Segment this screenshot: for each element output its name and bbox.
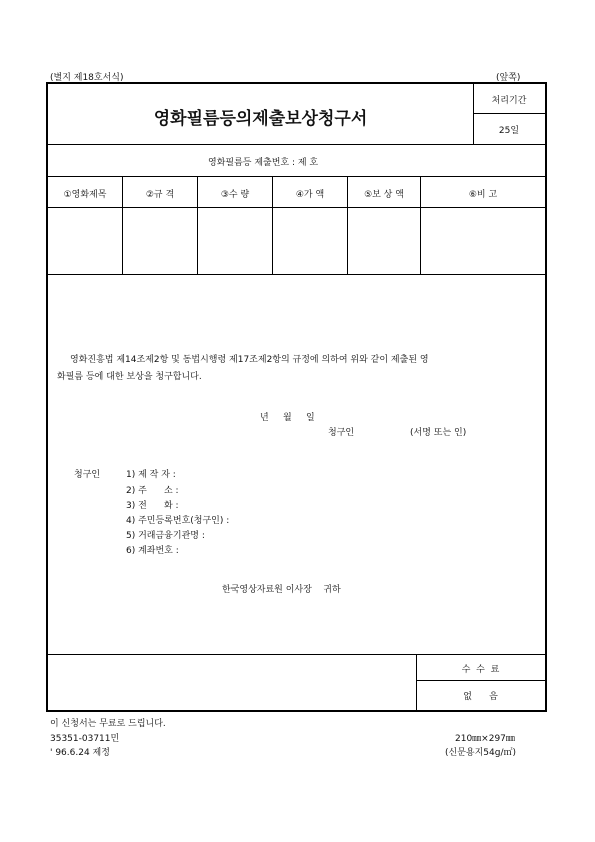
processing-divider	[473, 113, 545, 114]
field-address: 2) 주 소 :	[126, 486, 179, 496]
col-header-quantity: ③수 량	[220, 190, 250, 200]
col-header-value: ④가 액	[295, 190, 325, 200]
field-phone: 3) 전 화 :	[126, 501, 179, 511]
col-divider-3	[272, 176, 273, 274]
col-header-compensation: ⑤보 상 액	[364, 190, 404, 200]
field-bank-name: 5) 거래금융기관명 :	[126, 531, 205, 541]
fee-value: 없 음	[463, 692, 498, 702]
fee-middle-line	[416, 680, 545, 681]
col-divider-5	[420, 176, 421, 274]
date-line: 년 월 일	[260, 413, 315, 423]
submission-number: 영화필름등 제출번호 : 제 호	[208, 158, 319, 168]
form-number: (별지 제18호서식)	[50, 73, 124, 83]
page-side-label: (앞쪽)	[496, 73, 521, 83]
claimant-sign-label: 청구인	[328, 428, 355, 438]
claim-paragraph-line2: 화필름 등에 대한 보상을 청구합니다.	[57, 372, 202, 382]
header-bottom-line	[48, 144, 545, 145]
field-resident-number: 4) 주민등록번호(청구인) :	[126, 516, 230, 526]
col-divider-1	[122, 176, 123, 274]
free-form-note: 이 신청서는 무료로 드립니다.	[50, 719, 166, 729]
col-header-spec: ②규 격	[145, 190, 175, 200]
col-divider-4	[347, 176, 348, 274]
enacted-date: ' 96.6.24 제정	[50, 748, 110, 758]
col-header-title: ①영화제목	[63, 190, 107, 200]
processing-period-value: 25일	[498, 126, 520, 136]
field-account-number: 6) 계좌번호 :	[126, 546, 179, 556]
fee-label: 수 수 료	[461, 665, 500, 675]
signature-note: (서명 또는 인)	[410, 428, 467, 438]
paper-size: 210㎜×297㎜	[455, 734, 515, 744]
paper-type: (신문용지54g/㎡)	[445, 748, 516, 758]
col-header-remarks: ⑥비 고	[468, 190, 498, 200]
field-producer: 1) 제 작 자 :	[126, 470, 176, 480]
processing-period-label: 처리기간	[491, 96, 527, 106]
table-bottom-line	[48, 274, 545, 275]
recipient-line: 한국영상자료원 이사장 귀하	[222, 585, 341, 595]
col-divider-2	[197, 176, 198, 274]
fee-top-line	[48, 654, 545, 655]
form-code: 35351-03711민	[50, 734, 120, 744]
form-title: 영화필름등의제출보상청구서	[153, 109, 368, 129]
claimant-label: 청구인	[74, 470, 101, 480]
claim-paragraph-line1: 영화진흥법 제14조제2항 및 동법시행령 제17조제2항의 규정에 의하여 위와 같이 제출된 영	[70, 355, 429, 365]
